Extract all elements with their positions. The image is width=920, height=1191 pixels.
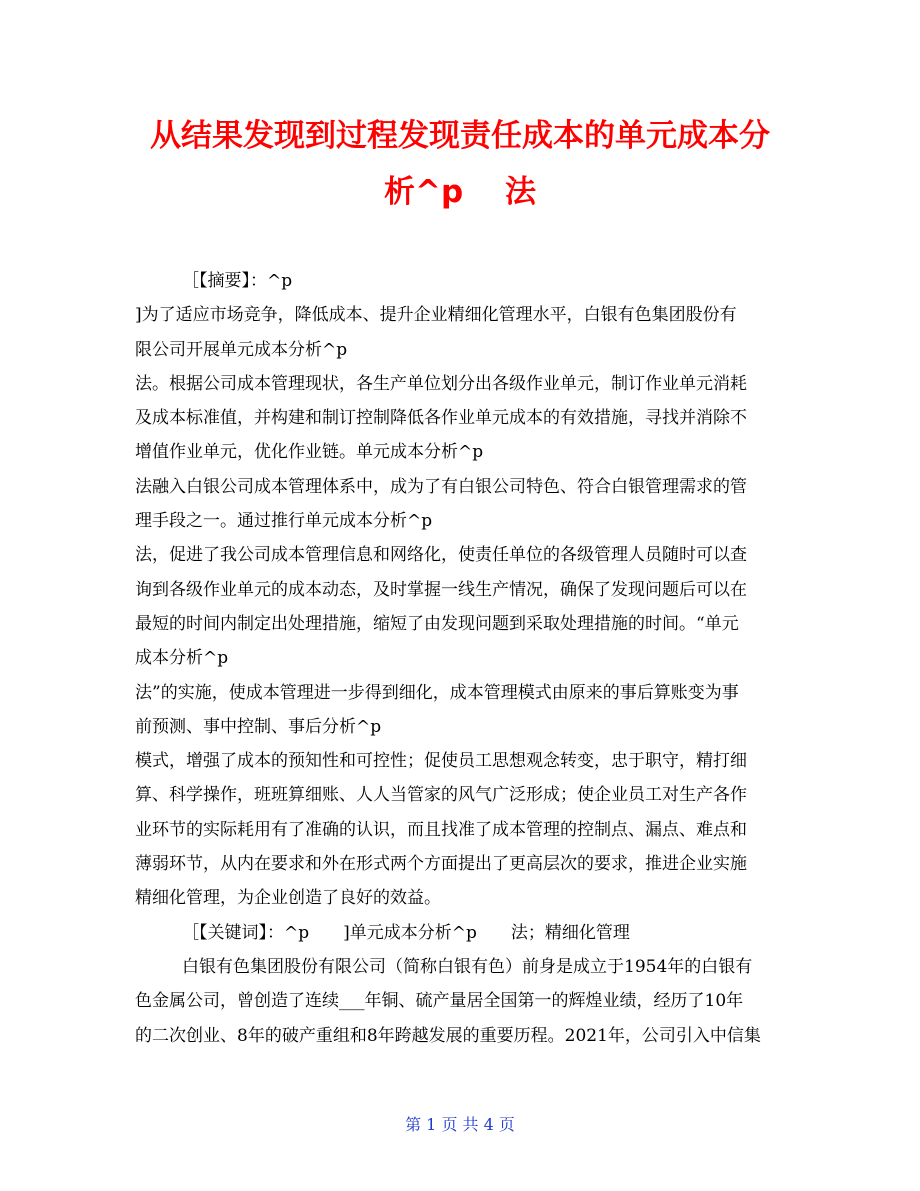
body-line: 薄弱环节，从内在要求和外在形式两个方面提出了更高层次的要求，推进企业实施 <box>135 854 747 875</box>
body-line: 增值作业单元，优化作业链。单元成本分析^p <box>135 442 484 463</box>
body-line: 理手段之一。通过推行单元成本分析^p <box>135 511 433 532</box>
body-line: 限公司开展单元成本分析^p <box>135 339 348 360</box>
body-line: ]为了适应市场竞争，降低成本、提升企业精细化管理水平，白银有色集团股份有 <box>135 305 737 326</box>
body-line: 模式，增强了成本的预知性和可控性；促使员工思想观念转变，忠于职守，精打细 <box>135 751 747 772</box>
body-line: 业环节的实际耗用有了准确的认识，而且找准了成本管理的控制点、漏点、难点和 <box>135 819 747 840</box>
body-line: 成本分析^p <box>135 648 229 669</box>
body-line: 法融入白银公司成本管理体系中，成为了有白银公司特色、符合白银管理需求的管 <box>135 476 747 497</box>
body-line: 精细化管理，为企业创造了良好的效益。 <box>135 888 441 909</box>
document-body <box>135 264 795 1053</box>
keywords-line: ［【关键词】：^p ]单元成本分析^p 法；精细化管理 <box>182 922 630 943</box>
body-line: 前预测、事中控制、事后分析^p <box>135 716 382 737</box>
document-title-line-2: 析^p 法 <box>384 174 536 210</box>
body-line: 色金属公司，曾创造了连续___年铜、硫产量居全国第一的辉煌业绩，经历了10年 <box>135 991 744 1012</box>
body-line: 法”的实施，使成本管理进一步得到细化，成本管理模式由原来的事后算账变为事 <box>135 682 739 703</box>
document-title-line-1: 从结果发现到过程发现责任成本的单元成本分 <box>150 118 770 154</box>
body-line: 白银有色集团股份有限公司（简称白银有色）前身是成立于1954年的白银有 <box>182 956 753 977</box>
body-line: 及成本标准值，并构建和制订控制降低各作业单元成本的有效措施，寻找并消除不 <box>135 408 747 429</box>
abstract-heading-line: ［【摘要】：^p <box>182 271 293 291</box>
body-line: 询到各级作业单元的成本动态，及时掌握一线生产情况，确保了发现问题后可以在 <box>135 579 747 600</box>
body-line: 法，促进了我公司成本管理信息和网络化，使责任单位的各级管理人员随时可以查 <box>135 545 747 566</box>
body-line: 的二次创业、8年的破产重组和8年跨越发展的重要历程。2021年，公司引入中信集 <box>135 1025 761 1046</box>
body-line: 法。根据公司成本管理现状，各生产单位划分出各级作业单元，制订作业单元消耗 <box>135 373 747 394</box>
body-line: 算、科学操作，班班算细账、人人当管家的风气广泛形成；使企业员工对生产各作 <box>135 785 747 806</box>
body-line: 最短的时间内制定出处理措施，缩短了由发现问题到采取处理措施的时间。“单元 <box>135 613 739 634</box>
page-number-footer: 第 1 页 共 4 页 <box>405 1115 515 1134</box>
